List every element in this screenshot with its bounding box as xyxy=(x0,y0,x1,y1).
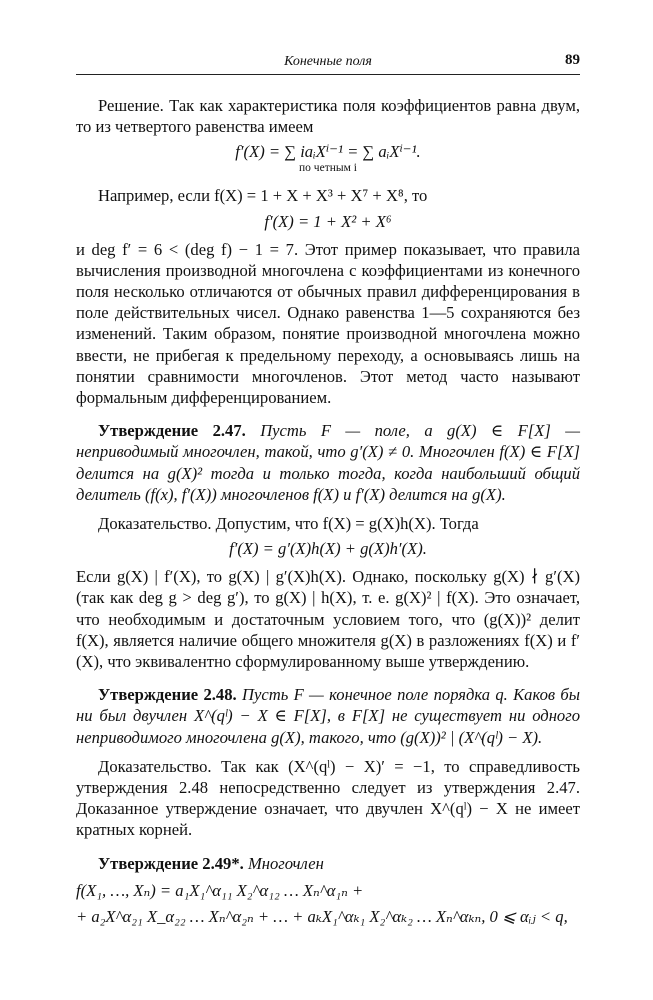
derivative-formula-main: f′(X) = ∑ iaᵢXⁱ⁻¹ = ∑ aᵢXⁱ⁻¹. xyxy=(235,142,421,162)
theorem-2-49-formula xyxy=(76,878,580,930)
proof-2-47-intro: Доказательство. Допустим, что f(X) = g(X)h(X). Тогда xyxy=(98,514,479,534)
example-formula: f′(X) = 1 + X² + X⁶ xyxy=(264,211,392,231)
page-header xyxy=(76,52,580,75)
proof-2-47-text: Если g(X) | f′(X), то g(X) | g′(X)h(X). Однако, поскольку g(X) ∤ g′(X) (так как deg g > deg g′), то g(X) | h(X), т. е. g(X)² | f(X). Это означает, что необходимым и достаточным условием того, что (g(X))² делит f(X), является наличие общего множителя g(X) в разложениях f(X) и f′(X), что эквивалентно сформулированному выше утверждению. xyxy=(76,567,580,672)
theorem-2-48 xyxy=(76,684,580,840)
theorem-2-47 xyxy=(76,420,580,672)
theorem-2-49-text: Многочлен xyxy=(247,853,324,873)
book-page xyxy=(76,52,580,930)
page-number: 89 xyxy=(565,52,580,68)
theorem-2-48-text: Пусть F — конечное поле порядка q. Каков бы ни был двучлен X^(qˡ) − X ∈ F[X], в F[X] не существует ни одного неприводимого многочлена g(X), такого, что (g(X))² | (X^(qˡ) − X). xyxy=(76,685,580,747)
discussion-paragraph: и deg f′ = 6 < (deg f) − 1 = 7. Этот пример показывает, что правила вычисления производной многочлена с коэффициентами из конечного поля несколько отличаются от обычных правил дифференцирования в поле действительных чисел. Однако равенства 1—5 сохраняются без изменений. Таким образом, понятие производной многочлена можно ввести, не прибегая к предельному переходу, а основываясь лишь на понятии сравнимости многочленов. Этот метод часто называют формальным дифференцированием. xyxy=(76,239,580,408)
running-title: Конечные поля xyxy=(284,54,372,69)
theorem-2-49 xyxy=(76,853,580,930)
theorem-2-47-text: Пусть F — поле, а g(X) ∈ F[X] — неприводимый многочлен, такой, что g′(X) ≠ 0. Многочлен f(X) ∈ F[X] делится на g(X)² тогда и только тогда, когда наибольший общий делитель (f(x), f′(X)) многочленов f(X) и f′(X) делится на g(X). xyxy=(76,421,580,504)
theorem-2-47-title: Утверждение 2.47. xyxy=(98,421,246,441)
page-content xyxy=(76,95,580,930)
proof-2-48-text: Доказательство. Так как (X^(qˡ) − X)′ = −1, то справедливость утверждения 2.48 непосредственно следует из утверждения 2.47. Доказанное утверждение означает, что двучлен X^(qˡ) − X не имеет кратных корней. xyxy=(76,756,580,840)
theorem-2-49-formula-line1: f(X₁, …, Xₙ) = a₁X₁^α₁₁ X₂^α₁₂ … Xₙ^α₁ₙ + xyxy=(76,880,364,900)
solution-paragraph: Решение. Так как характеристика поля коэффициентов равна двум, то из четвертого равенства имеем xyxy=(76,96,580,137)
theorem-2-49-title: Утверждение 2.49*. xyxy=(98,853,244,873)
theorem-2-48-title: Утверждение 2.48. xyxy=(98,685,237,705)
proof-2-47-formula: f′(X) = g′(X)h(X) + g(X)h′(X). xyxy=(229,539,427,559)
derivative-formula-subscript: по четным i xyxy=(299,162,357,175)
example-paragraph: Например, если f(X) = 1 + X + X³ + X⁷ + X⁸, то xyxy=(98,186,428,206)
theorem-2-49-formula-line2: + a₂X^α₂₁ X_α₂₂ … Xₙ^α₂ₙ + … + aₖX₁^αₖ₁ X₂^αₖ₂ … Xₙ^αₖₙ, 0 ⩽ αᵢⱼ < q, xyxy=(76,906,568,926)
derivative-formula xyxy=(76,141,580,179)
